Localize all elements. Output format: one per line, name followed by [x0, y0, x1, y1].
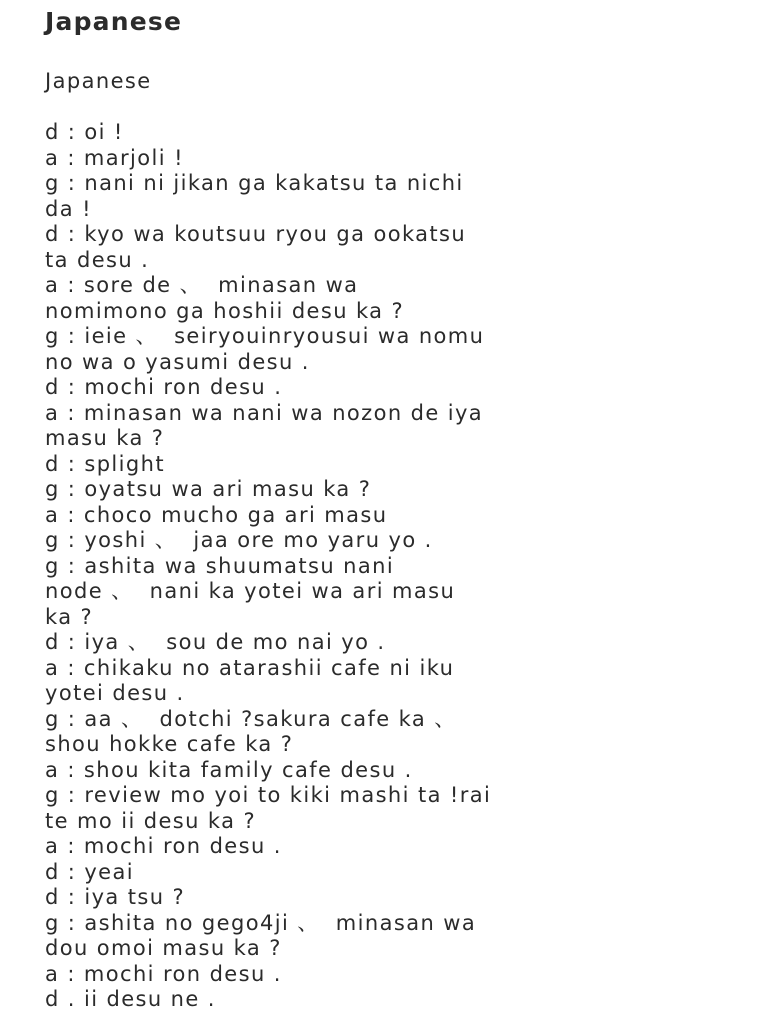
document-page — [45, 0, 738, 1013]
dialogue-line: d : iya tsu ? — [45, 885, 186, 909]
dialogue-line: d : kyo wa koutsuu ryou ga ookatsu — [45, 222, 467, 246]
dialogue-line: g : yoshi 、 jaa ore mo yaru yo . — [45, 528, 433, 552]
page-title: Japanese — [45, 7, 183, 36]
dialogue-line: d : iya 、 sou de mo nai yo . — [45, 630, 386, 654]
dialogue-line: a : mochi ron desu . — [45, 834, 282, 858]
dialogue-line: g : nani ni jikan ga kakatsu ta nichi — [45, 171, 464, 195]
dialogue-line: d . ii desu ne . — [45, 987, 216, 1011]
dialogue-lines — [45, 120, 738, 1013]
dialogue-line: ta desu . — [45, 247, 150, 272]
dialogue-line: shou hokke cafe ka ? — [45, 732, 294, 756]
dialogue-line: dou omoi masu ka ? — [45, 936, 282, 960]
dialogue-line: g : review mo yoi to kiki mashi ta !rai — [45, 783, 492, 807]
dialogue-line: a : shou kita family cafe desu . — [45, 757, 413, 782]
dialogue-line: ka ? — [45, 604, 94, 629]
dialogue-line: a : chikaku no atarashii cafe ni iku — [45, 655, 455, 680]
document-subtitle: Japanese — [45, 69, 152, 93]
dialogue-line: a : marjoli ! — [45, 145, 184, 170]
dialogue-line: a : minasan wa nani wa nozon de iya — [45, 400, 484, 425]
dialogue-line: d : mochi ron desu . — [45, 375, 283, 399]
dialogue-line: g : ieie 、 seiryouinryousui wa nomu — [45, 324, 485, 348]
dialogue-line: te mo ii desu ka ? — [45, 808, 257, 833]
dialogue-line: da ! — [45, 196, 92, 221]
dialogue-line: g : ashita no gego4ji 、 minasan wa — [45, 910, 477, 935]
dialogue-line: no wa o yasumi desu . — [45, 349, 310, 374]
dialogue-line: a : sore de 、 minasan wa — [45, 273, 359, 297]
dialogue-line: nomimono ga hoshii desu ka ? — [45, 298, 405, 323]
dialogue-line: g : ashita wa shuumatsu nani — [45, 553, 395, 578]
dialogue-line: a : choco mucho ga ari masu — [45, 502, 388, 527]
dialogue-line: d : oi ! — [45, 120, 124, 144]
dialogue-line: node 、 nani ka yotei wa ari masu — [45, 579, 456, 603]
dialogue-line: masu ka ? — [45, 426, 165, 450]
dialogue-line: g : aa 、 dotchi ?sakura cafe ka 、 — [45, 706, 457, 731]
dialogue-line: a : mochi ron desu . — [45, 961, 282, 986]
dialogue-line: yotei desu . — [45, 681, 185, 705]
dialogue-line: d : splight — [45, 451, 165, 476]
dialogue-line: g : oyatsu wa ari masu ka ? — [45, 477, 372, 501]
dialogue-line: d : yeai — [45, 859, 135, 884]
